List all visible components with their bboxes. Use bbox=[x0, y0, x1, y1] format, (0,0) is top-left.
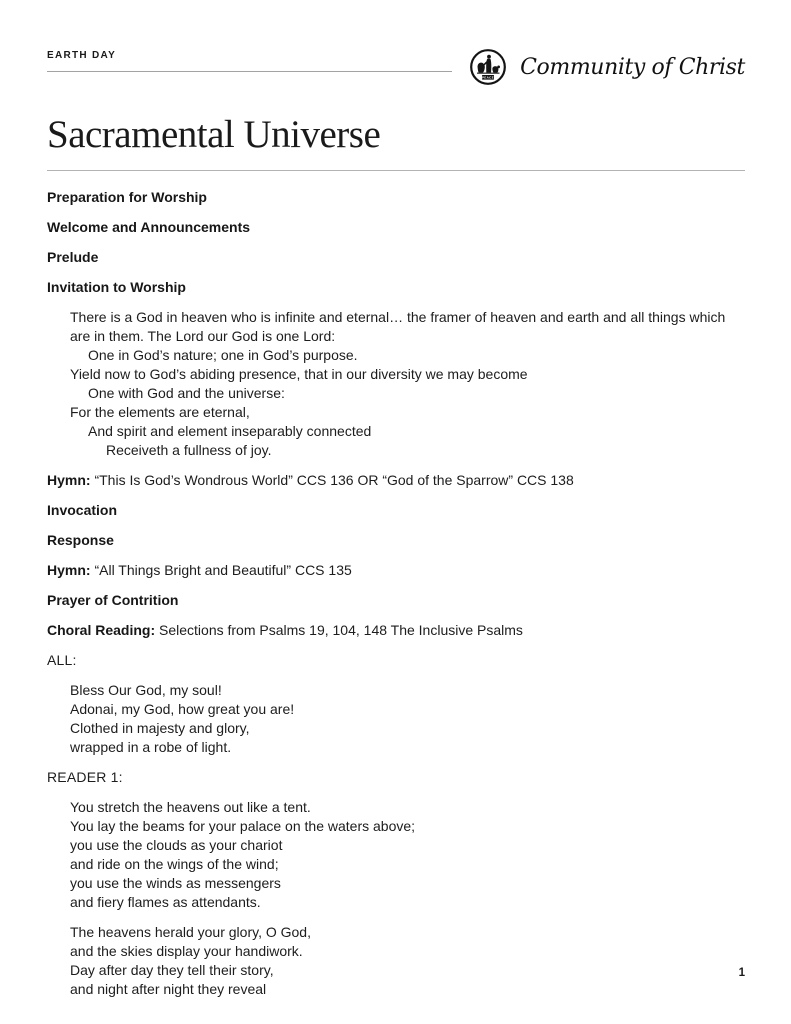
stanza-line: Bless Our God, my soul! bbox=[70, 682, 222, 699]
community-of-christ-seal-icon bbox=[469, 48, 507, 86]
stanza-all bbox=[70, 681, 745, 757]
section-heading-invitation: Invitation to Worship bbox=[47, 279, 186, 296]
litany-line: And spirit and element inseparably connected bbox=[88, 423, 372, 440]
litany-line: One in God’s nature; one in God’s purpose. bbox=[88, 347, 358, 364]
stanza-line: Clothed in majesty and glory, bbox=[70, 720, 250, 737]
section-heading-prayer: Prayer of Contrition bbox=[47, 592, 179, 609]
choral-reading-text: Selections from Psalms 19, 104, 148 The Inclusive Psalms bbox=[159, 622, 523, 639]
section-heading-preparation: Preparation for Worship bbox=[47, 189, 207, 206]
header-left bbox=[47, 47, 452, 72]
speaker-label-reader1: READER 1: bbox=[47, 769, 123, 786]
stanza-line: wrapped in a robe of light. bbox=[70, 739, 232, 756]
hymn-line-2 bbox=[47, 561, 745, 580]
header-divider bbox=[47, 71, 452, 72]
stanza-line: Adonai, my God, how great you are! bbox=[70, 701, 295, 718]
stanza-line: and night after night they reveal bbox=[70, 981, 267, 998]
litany-line: One with God and the universe: bbox=[88, 385, 285, 402]
page-header bbox=[47, 47, 745, 87]
stanza-line: The heavens herald your glory, O God, bbox=[70, 924, 311, 941]
stanza-reader1-b bbox=[70, 923, 745, 999]
hymn-label: Hymn: bbox=[47, 472, 91, 489]
page-number: 1 bbox=[738, 967, 745, 979]
hymn-line-1 bbox=[47, 471, 745, 490]
choral-reading-line bbox=[47, 621, 745, 640]
brand-wordmark: Community of Christ bbox=[520, 55, 745, 80]
hymn-title: “All Things Bright and Beautiful” CCS 135 bbox=[94, 562, 352, 579]
section-heading-prelude: Prelude bbox=[47, 249, 99, 266]
choral-reading-label: Choral Reading: bbox=[47, 622, 156, 639]
section-heading-response: Response bbox=[47, 532, 114, 549]
speaker-label-all: ALL: bbox=[47, 652, 77, 669]
stanza-reader1-a bbox=[70, 798, 745, 912]
seal-peace-label: PEACE bbox=[482, 75, 495, 80]
hymn-label: Hymn: bbox=[47, 562, 91, 579]
event-kicker: EARTH DAY bbox=[47, 50, 117, 61]
stanza-line: you use the clouds as your chariot bbox=[70, 837, 283, 854]
invitation-litany bbox=[70, 308, 745, 460]
stanza-line: and the skies display your handiwork. bbox=[70, 943, 303, 960]
order-of-service bbox=[47, 188, 745, 999]
litany-line: Yield now to God’s abiding presence, that in our diversity we may become bbox=[70, 366, 528, 383]
stanza-line: Day after day they tell their story, bbox=[70, 962, 274, 979]
hymn-title: “This Is God’s Wondrous World” CCS 136 OR “God of the Sparrow” CCS 138 bbox=[94, 472, 574, 489]
stanza-line: You stretch the heavens out like a tent. bbox=[70, 799, 311, 816]
litany-line: There is a God in heaven who is infinite and eternal… the framer of heaven and earth and all things which are in them. The Lord our God is one Lord: bbox=[70, 309, 726, 345]
stanza-line: and ride on the wings of the wind; bbox=[70, 856, 279, 873]
stanza-line: and fiery flames as attendants. bbox=[70, 894, 261, 911]
stanza-line: you use the winds as messengers bbox=[70, 875, 281, 892]
section-heading-invocation: Invocation bbox=[47, 502, 118, 519]
page-title: Sacramental Universe bbox=[47, 114, 745, 171]
stanza-line: You lay the beams for your palace on the waters above; bbox=[70, 818, 416, 835]
litany-line: Receiveth a fullness of joy. bbox=[106, 442, 272, 459]
section-heading-welcome: Welcome and Announcements bbox=[47, 219, 251, 236]
litany-line: For the elements are eternal, bbox=[70, 404, 250, 421]
